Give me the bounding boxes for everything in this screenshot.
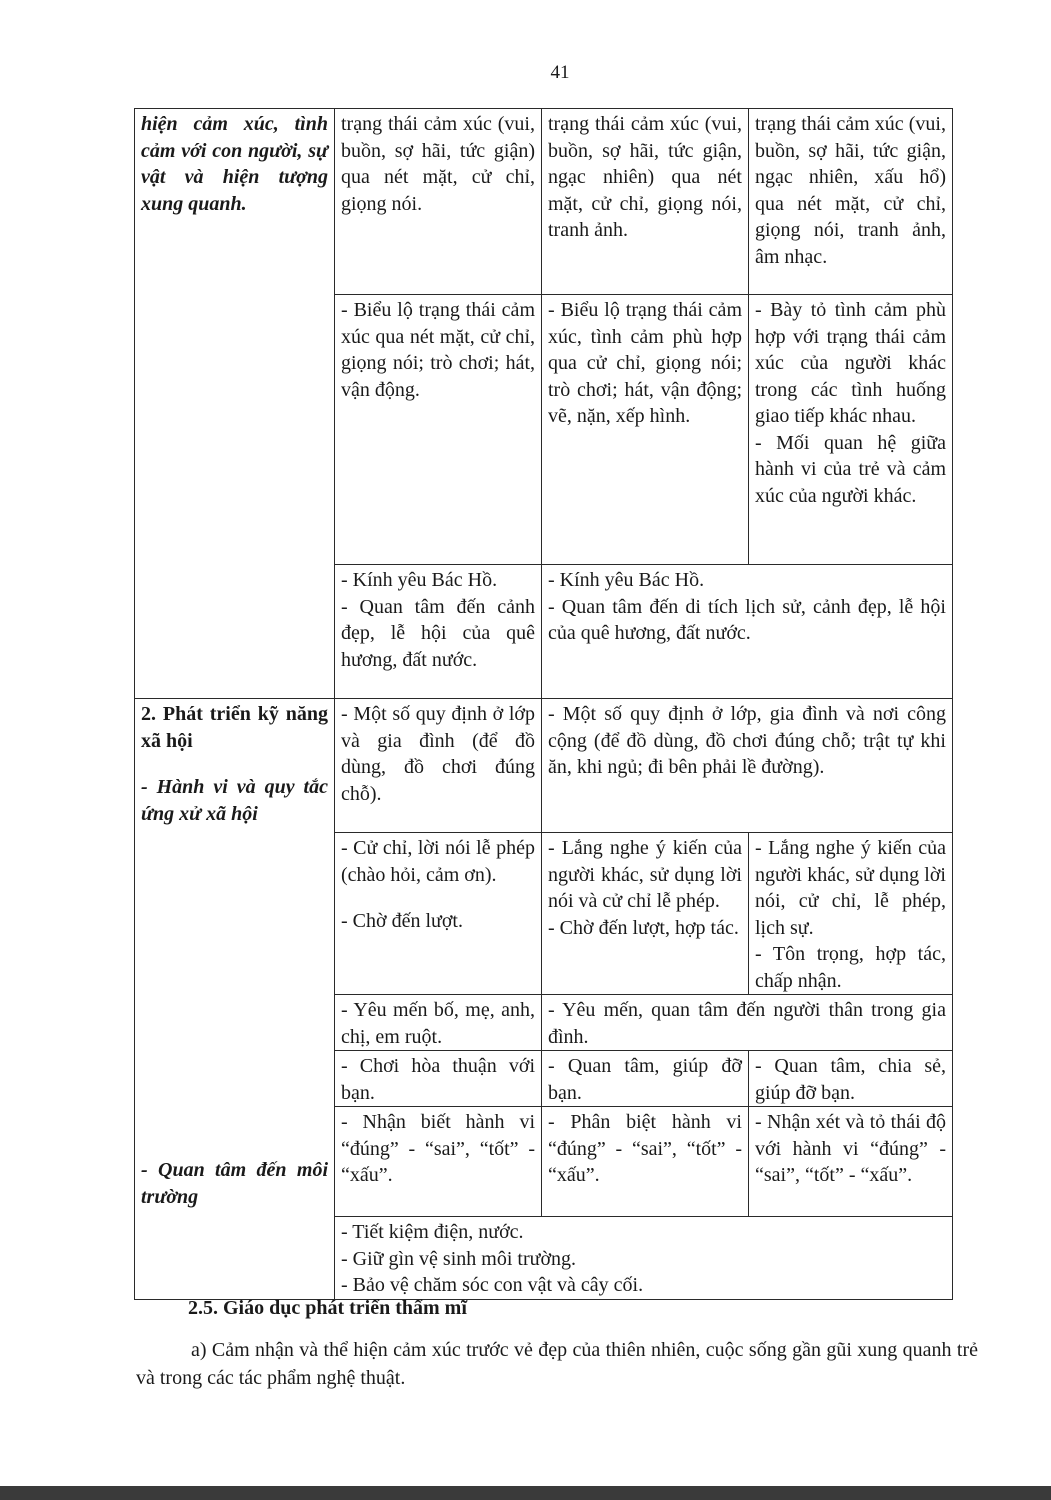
topic-sub-environment: - Quan tâm đến môi trường — [141, 1159, 328, 1208]
table-cell: - Kính yêu Bác Hồ. - Quan tâm đến di tích lịch sử, cảnh đẹp, lễ hội của quê hương, đất nước. — [542, 565, 953, 699]
table-cell: - Kính yêu Bác Hồ. - Quan tâm đến cảnh đẹp, lễ hội của quê hương, đất nước. — [335, 565, 542, 699]
table-cell: - Nhận biết hành vi “đúng” - “sai”, “tốt” - “xấu”. — [335, 1107, 542, 1217]
table-cell: - Một số quy định ở lớp và gia đình (để đồ dùng, đồ chơi đúng chỗ). — [335, 699, 542, 833]
table-cell: - Quan tâm, chia sẻ, giúp đỡ bạn. — [749, 1051, 953, 1107]
table-cell: - Phân biệt hành vi “đúng” - “sai”, “tốt” - “xấu”. — [542, 1107, 749, 1217]
topic-cell-social — [135, 699, 335, 1300]
paragraph: a) Cảm nhận và thể hiện cảm xúc trước vẻ đẹp của thiên nhiên, cuộc sống gần gũi xung quanh trẻ và trong các tác phẩm nghệ thuật. — [136, 1339, 978, 1389]
table-cell: - Yêu mến, quan tâm đến người thân trong gia đình. — [542, 995, 953, 1051]
table-cell: trạng thái cảm xúc (vui, buồn, sợ hãi, tức giận) qua nét mặt, cử chỉ, giọng nói. — [335, 109, 542, 295]
table-cell: trạng thái cảm xúc (vui, buồn, sợ hãi, tức giận, ngạc nhiên) qua nét mặt, cử chỉ, giọng nói, tranh ảnh. — [542, 109, 749, 295]
table-cell: - Nhận xét và tỏ thái độ với hành vi “đúng” - “sai”, “tốt” - “xấu”. — [749, 1107, 953, 1217]
table-cell: - Yêu mến bố, mẹ, anh, chị, em ruột. — [335, 995, 542, 1051]
table-cell: - Một số quy định ở lớp, gia đình và nơi công cộng (để đồ dùng, đồ chơi đúng chỗ; trật tự khi ăn, khi ngủ; đi bên phải lề đường). — [542, 699, 953, 833]
table-cell: - Tiết kiệm điện, nước. - Giữ gìn vệ sinh môi trường. - Bảo vệ chăm sóc con vật và cây cối. — [335, 1217, 953, 1300]
table-cell: - Chơi hòa thuận với bạn. — [335, 1051, 542, 1107]
section-heading: 2.5. Giáo dục phát triển thẩm mĩ — [188, 1297, 467, 1319]
topic-sub-behavior: - Hành vi và quy tắc ứng xử xã hội — [141, 776, 328, 825]
table-cell: - Cử chỉ, lời nói lễ phép (chào hỏi, cảm ơn). - Chờ đến lượt. — [335, 833, 542, 995]
curriculum-table — [134, 108, 953, 1300]
table-row — [135, 699, 953, 833]
table-cell: trạng thái cảm xúc (vui, buồn, sợ hãi, tức giận, ngạc nhiên, xấu hổ) qua nét mặt, cử chỉ, giọng nói, tranh ảnh, âm nhạc. — [749, 109, 953, 295]
table-cell: - Bày tỏ tình cảm phù hợp với trạng thái cảm xúc của người khác trong các tình huống giao tiếp khác nhau. - Mối quan hệ giữa hành vi của trẻ và cảm xúc của người khác. — [749, 295, 953, 565]
scan-bottom-edge — [0, 1486, 1051, 1500]
table-cell: - Lắng nghe ý kiến của người khác, sử dụng lời nói và cử chỉ lễ phép. - Chờ đến lượt, hợp tác. — [542, 833, 749, 995]
table-cell: - Biểu lộ trạng thái cảm xúc qua nét mặt, cử chỉ, giọng nói; trò chơi; hát, vận động. — [335, 295, 542, 565]
table-cell: - Quan tâm, giúp đỡ bạn. — [542, 1051, 749, 1107]
topic-heading: 2. Phát triển kỹ năng xã hội — [141, 703, 328, 752]
topic-cell-emotion — [135, 109, 335, 699]
page-number: 41 — [550, 62, 570, 83]
table-cell: - Biểu lộ trạng thái cảm xúc, tình cảm phù hợp qua cử chỉ, giọng nói; trò chơi; hát, vận động; vẽ, nặn, xếp hình. — [542, 295, 749, 565]
table-row — [135, 109, 953, 295]
topic-emotion-text: hiện cảm xúc, tình cảm với con người, sự vật và hiện tượng xung quanh. — [141, 113, 328, 215]
table-cell: - Lắng nghe ý kiến của người khác, sử dụng lời nói, cử chỉ, lễ phép, lịch sự. - Tôn trọng, hợp tác, chấp nhận. — [749, 833, 953, 995]
